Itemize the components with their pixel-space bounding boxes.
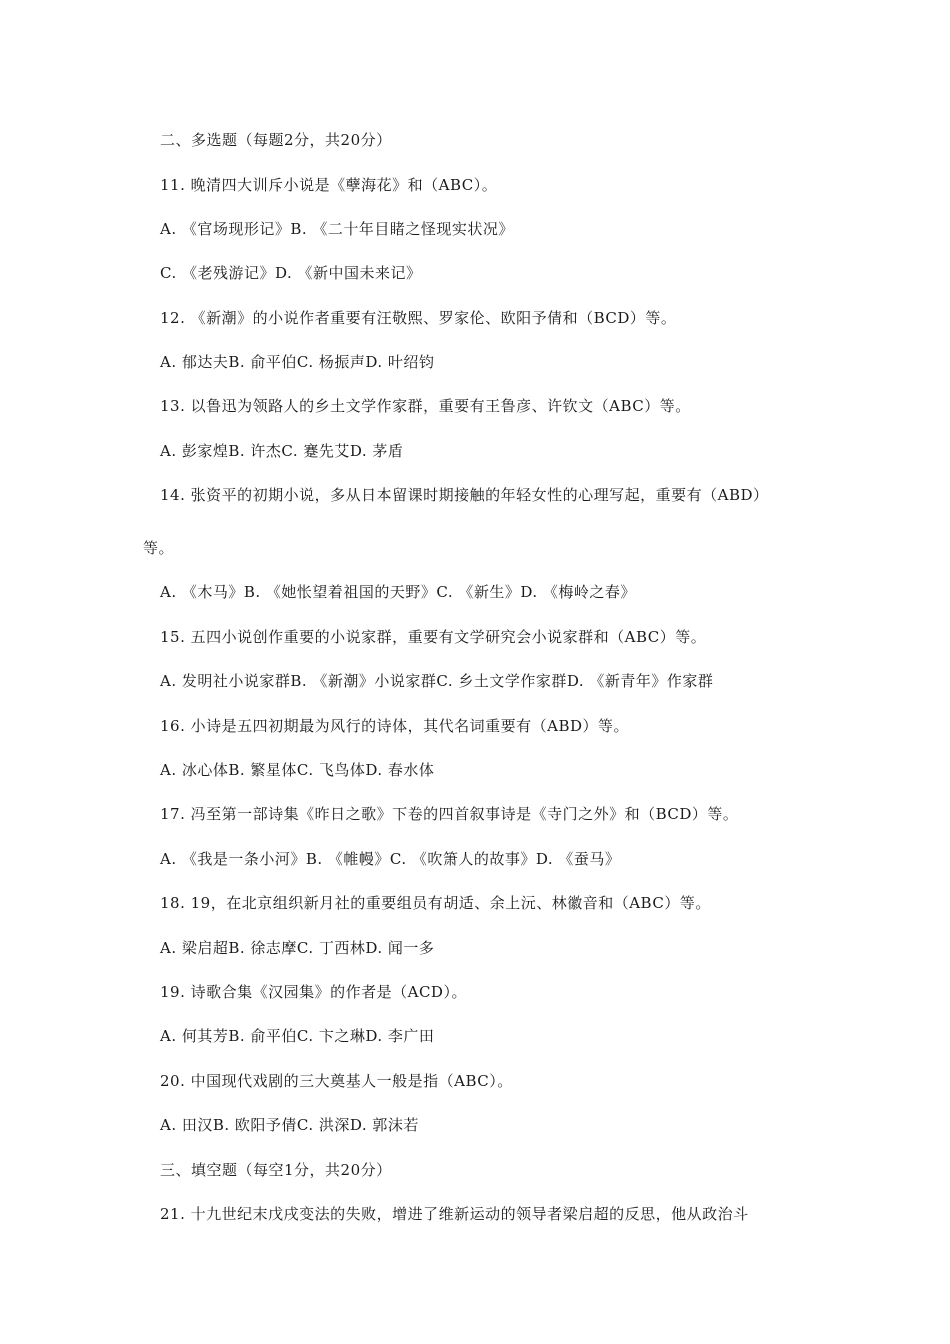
question-21-stem: 21. 十九世纪末戊戌变法的失败，增进了维新运动的领导者梁启超的反思，他从政治斗 [160,1205,749,1223]
question-19-stem: 19. 诗歌合集《汉园集》的作者是（ACD）。 [160,983,467,1001]
question-12-options: A. 郁达夫B. 俞平伯C. 杨振声D. 叶绍钧 [160,353,435,371]
section-heading-multiple-choice: 二、多选题（每题2分，共20分） [160,131,392,149]
question-13-options: A. 彭家煌B. 许杰C. 蹇先艾D. 茅盾 [160,442,404,460]
question-18-stem: 18. 19，在北京组织新月社的重要组员有胡适、余上沅、林徽音和（ABC）等。 [160,894,711,912]
question-16-options: A. 冰心体B. 繁星体C. 飞鸟体D. 春水体 [160,761,435,779]
question-20-stem: 20. 中国现代戏剧的三大奠基人一般是指（ABC）。 [160,1072,513,1090]
question-19-options: A. 何其芳B. 俞平伯C. 卞之琳D. 李广田 [160,1027,435,1045]
section-heading-fill-in: 三、填空题（每空1分，共20分） [160,1161,392,1179]
question-14-stem: 14. 张资平的初期小说，多从日本留课时期接触的年轻女性的心理写起，重要有（ABD） [160,486,769,504]
question-17-options: A. 《我是一条小河》B. 《帷幔》C. 《吹箫人的故事》D. 《蚕马》 [160,850,621,868]
question-18-options: A. 梁启超B. 徐志摩C. 丁西林D. 闻一多 [160,939,435,957]
question-13-stem: 13. 以鲁迅为领路人的乡土文学作家群，重要有王鲁彦、许钦文（ABC）等。 [160,397,691,415]
question-15-stem: 15. 五四小说创作重要的小说家群，重要有文学研究会小说家群和（ABC）等。 [160,628,707,646]
question-12-stem: 12. 《新潮》的小说作者重要有汪敬熙、罗家伦、欧阳予倩和（BCD）等。 [160,309,677,327]
question-17-stem: 17. 冯至第一部诗集《昨日之歌》下卷的四首叙事诗是《寺门之外》和（BCD）等。 [160,805,739,823]
question-20-options: A. 田汉B. 欧阳予倩C. 洪深D. 郭沫若 [160,1116,419,1134]
question-15-options: A. 发明社小说家群B. 《新潮》小说家群C. 乡土文学作家群D. 《新青年》作家群 [160,672,714,690]
question-11-stem: 11. 晚清四大训斥小说是《孽海花》和（ABC）。 [160,176,498,194]
question-11-options-2: C. 《老残游记》D. 《新中国未来记》 [160,264,422,282]
question-11-options: A. 《官场现形记》B. 《二十年目睹之怪现实状况》 [160,220,514,238]
question-14-options: A. 《木马》B. 《她怅望着祖国的天野》C. 《新生》D. 《梅岭之春》 [160,583,636,601]
question-16-stem: 16. 小诗是五四初期最为风行的诗体，其代名词重要有（ABD）等。 [160,717,630,735]
question-14-stem-continuation: 等。 [143,539,175,557]
